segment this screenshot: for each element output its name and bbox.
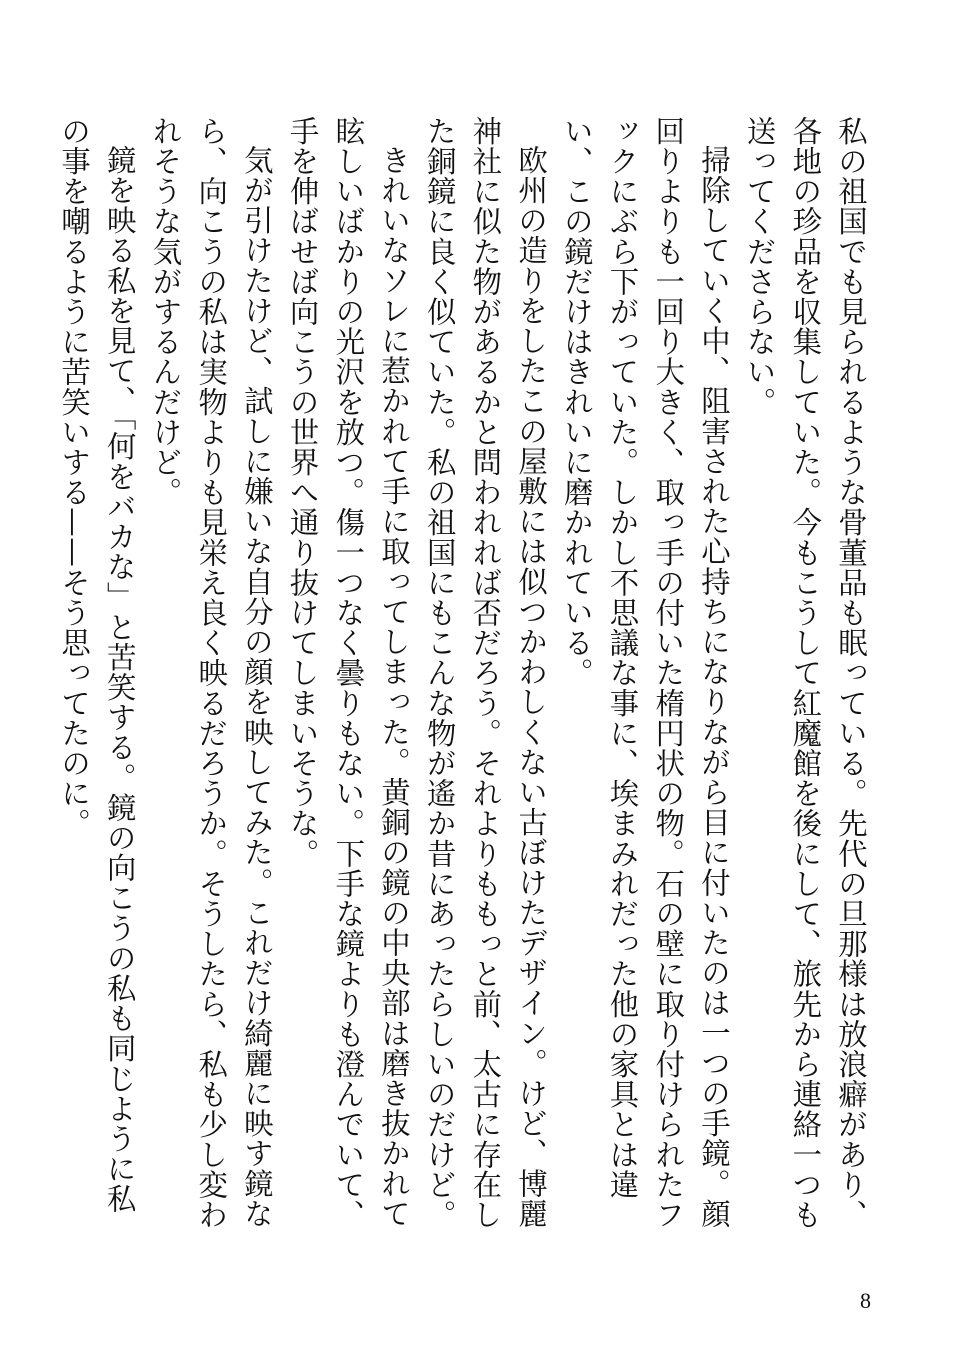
page-number: 8 (860, 1288, 871, 1313)
paragraph-6: 鏡を映る私を見て、「何をバカな」と苦笑する。鏡の向こうの私も同じように私の事を嘲るように苦笑いする——そう思ってたのに。 (57, 116, 137, 1215)
paragraph-4: きれいなソレに惹かれて手に取ってしまった。黄銅の鏡の中央部は磨き抜かれて眩しいばかりの光沢を放つ。傷一つなく曇りもない。下手な鏡よりも澄んでいて、手を伸ばせば向こうの世界へ通り抜けてしまいそうな。 (285, 116, 411, 1230)
paragraph-5: 気が引けたけど、試しに嫌いな自分の顔を映してみた。これだけ綺麗に映す鏡なら、向こうの私は実物よりも見栄え良く映るだろうか。そうしたら、私も少し変われそうな気がするんだけど。 (148, 116, 274, 1230)
vertical-text-body (57, 116, 873, 1241)
paragraph-2: 掃除していく中、阻害された心持ちになりながら目に付いたのは一つの手鏡。顔回りよりも一回り大きく、取っ手の付いた楕円状の物。石の壁に取り付けられたフックにぶら下がっていた。しかし不思議な事に、埃まみれだった他の家具とは違い、この鏡だけはきれいに磨かれている。 (559, 116, 731, 1230)
paragraph-1: 私の祖国でも見られるような骨董品も眠っている。先代の旦那様は放浪癖があり、各地の珍品を収集していた。今もこうして紅魔館を後にして、旅先から連絡一つも送ってくださらない。 (742, 116, 868, 1230)
paragraph-3: 欧州の造りをしたこの屋敷には似つかわしくない古ぼけたデザイン。けど、博麗神社に似た物があるかと問われれば否だろう。それよりももっと前、太古に存在した銅鏡に良く似ていた。私の祖国にもこんな物が遙か昔にあったらしいのだけど。 (422, 116, 549, 1230)
